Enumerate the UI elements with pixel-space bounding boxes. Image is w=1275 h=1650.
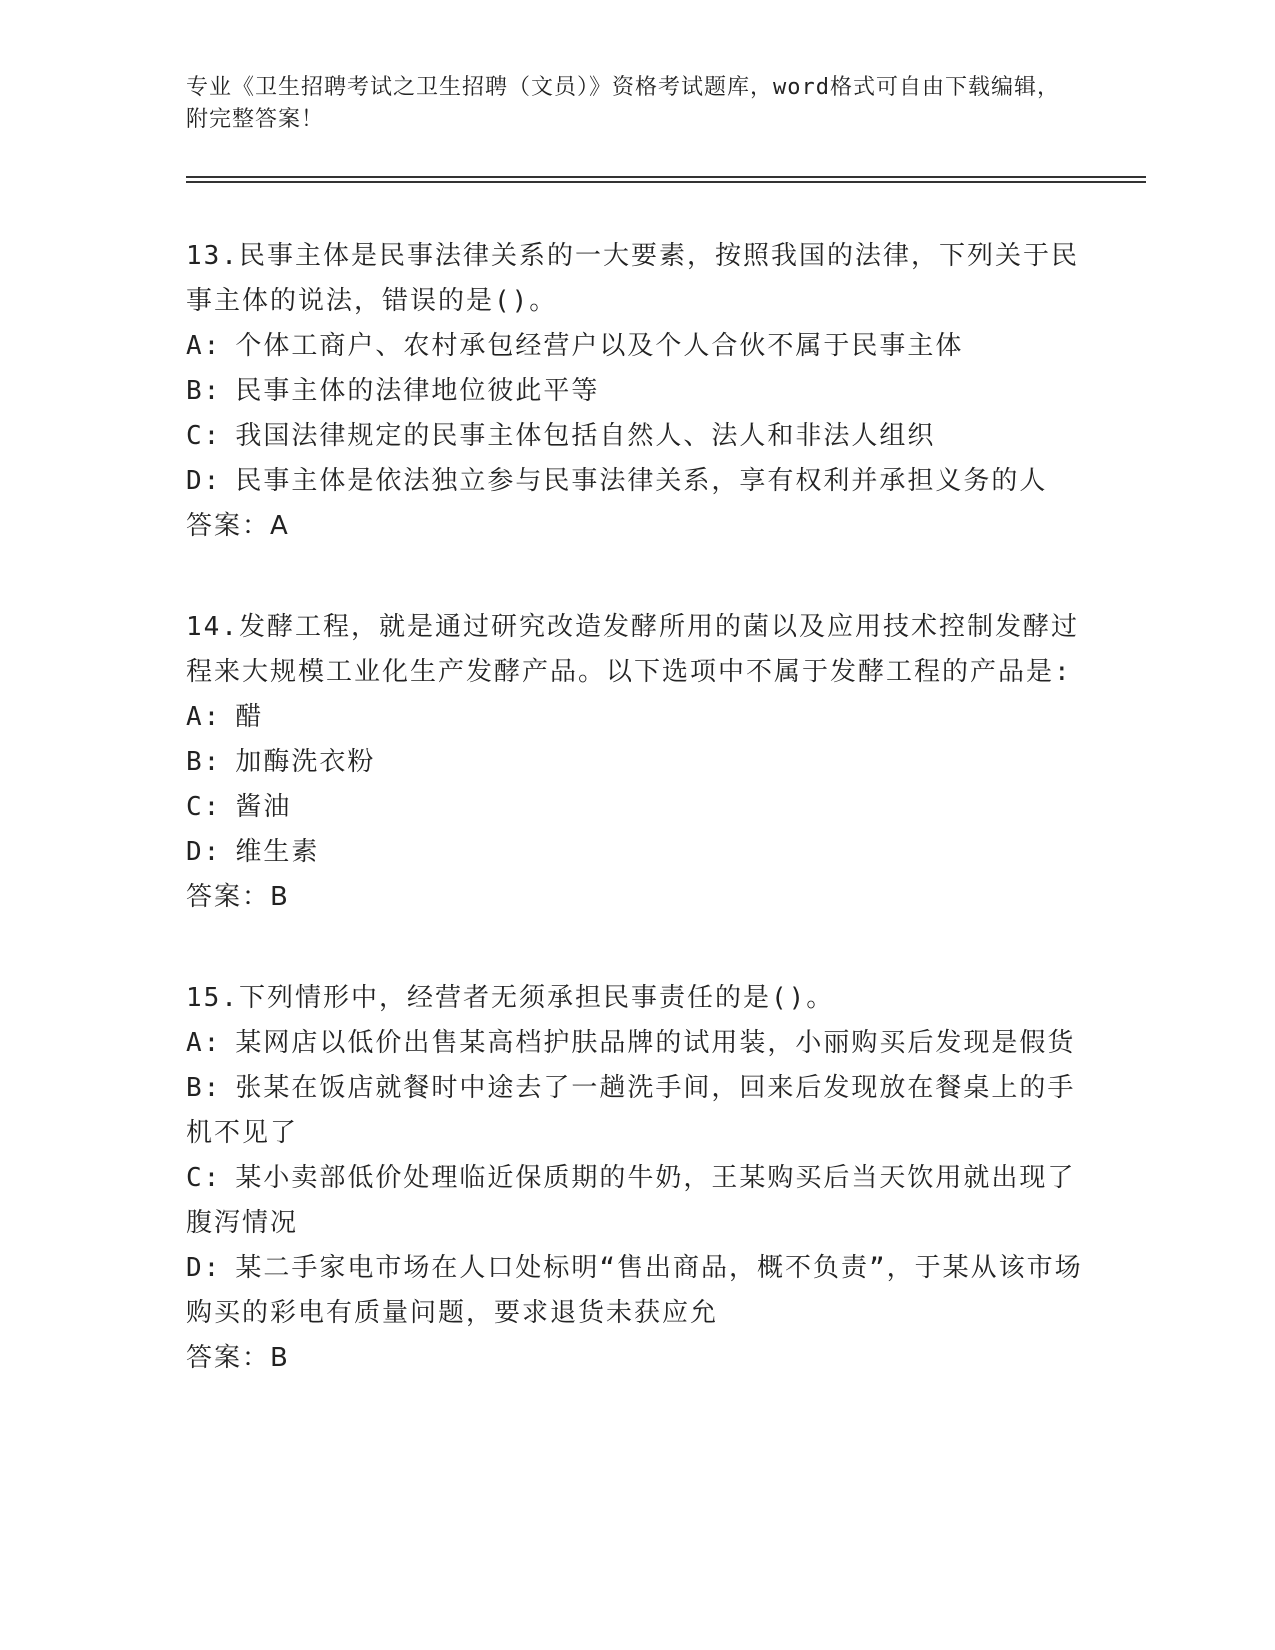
option-text: 某网店以低价出售某高档护肤品牌的试用装，小丽购买后发现是假货 — [235, 1028, 1076, 1058]
option-text: 酱油 — [235, 792, 292, 822]
option-letter: C: — [186, 792, 222, 822]
option-letter: A: — [186, 331, 222, 361]
question-stem: 14.发酵工程，就是通过研究改造发酵所用的菌以及应用技术控制发酵过程来大规模工业化生产发酵产品。以下选项中不属于发酵工程的产品是: — [186, 612, 1079, 687]
option-letter: D: — [186, 837, 222, 867]
option-letter: C: — [186, 1163, 222, 1193]
option-text: 我国法律规定的民事主体包括自然人、法人和非法人组织 — [235, 421, 936, 451]
option-letter: B: — [186, 1073, 222, 1103]
option-d — [186, 830, 1086, 875]
option-text: 某小卖部低价处理临近保质期的牛奶，王某购买后当天饮用就出现了腹泻情况 — [186, 1163, 1076, 1238]
question-list — [186, 234, 1086, 1437]
question-stem: 15.下列情形中，经营者无须承担民事责任的是()。 — [186, 983, 835, 1013]
option-a — [186, 324, 1086, 369]
question-stem: 13.民事主体是民事法律关系的一大要素，按照我国的法律，下列关于民事主体的说法，错误的是()。 — [186, 241, 1079, 316]
option-b — [186, 369, 1086, 414]
option-d — [186, 1246, 1086, 1336]
option-text: 张某在饭店就餐时中途去了一趟洗手间，回来后发现放在餐桌上的手机不见了 — [186, 1073, 1076, 1148]
option-d — [186, 459, 1086, 504]
option-text: 民事主体是依法独立参与民事法律关系，享有权利并承担义务的人 — [235, 466, 1048, 496]
question-15 — [186, 976, 1086, 1381]
option-text: 个体工商户、农村承包经营户以及个人合伙不属于民事主体 — [235, 331, 964, 361]
option-letter: D: — [186, 466, 222, 496]
answer-line: 答案：B — [186, 882, 290, 912]
option-letter: B: — [186, 747, 222, 777]
question-13 — [186, 234, 1086, 549]
document-header: 专业《卫生招聘考试之卫生招聘（文员）》资格考试题库，word格式可自由下载编辑，附完整答案！ — [186, 75, 1060, 132]
option-text: 醋 — [235, 702, 264, 732]
option-text: 某二手家电市场在人口处标明“售出商品，概不负责”，于某从该市场购买的彩电有质量问题，要求退货未获应允 — [186, 1253, 1083, 1328]
option-letter: B: — [186, 376, 222, 406]
option-letter: A: — [186, 1028, 222, 1058]
option-c — [186, 1156, 1086, 1246]
option-letter: A: — [186, 702, 222, 732]
option-b — [186, 740, 1086, 785]
answer-line: 答案：B — [186, 1343, 290, 1373]
option-text: 加酶洗衣粉 — [235, 747, 376, 777]
header-divider-bottom — [186, 181, 1146, 183]
header-divider-top — [186, 176, 1146, 178]
option-c — [186, 414, 1086, 459]
option-c — [186, 785, 1086, 830]
option-letter: D: — [186, 1253, 222, 1283]
answer-line: 答案：A — [186, 511, 290, 541]
option-text: 维生素 — [235, 837, 320, 867]
option-text: 民事主体的法律地位彼此平等 — [235, 376, 600, 406]
option-letter: C: — [186, 421, 222, 451]
question-14 — [186, 605, 1086, 920]
option-a — [186, 1021, 1086, 1066]
option-b — [186, 1066, 1086, 1156]
option-a — [186, 695, 1086, 740]
